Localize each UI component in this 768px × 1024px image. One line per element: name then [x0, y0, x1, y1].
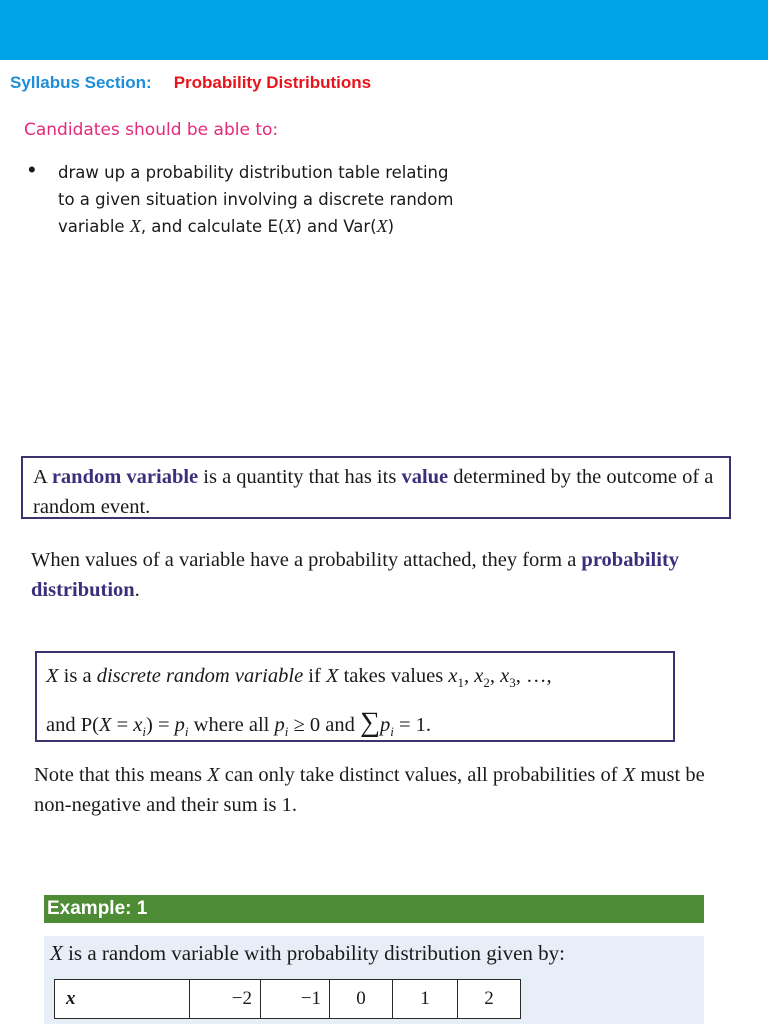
sigma-symbol: ∑	[359, 707, 380, 739]
discrete-definition-line-2: and $P(X = x_i) = p_i$ where all $p_i \ge 0$ and $\sum p_i = 1$.	[46, 707, 432, 740]
random-variable-definition-box: A random variable is a quantity that has its value determined by the outcome of a random event.	[21, 456, 731, 519]
table-cell: −1	[261, 980, 330, 1019]
objectives-heading: Candidates should be able to:	[24, 120, 279, 140]
table-cell: 1	[393, 980, 458, 1019]
note-paragraph: Note that this means X can only take distinct values, all probabilities of X must be non-negative and their sum is 1.	[34, 764, 705, 816]
term-value: value	[401, 466, 449, 488]
table-header-cell: x	[55, 980, 190, 1019]
table-cell: 2	[458, 980, 521, 1019]
example-statement: X is a random variable with probability distribution given by:	[50, 941, 565, 965]
probability-distribution-paragraph: When values of a variable have a probability attached, they form a probability distribution.	[31, 549, 680, 601]
discrete-definition-line-1: X is a discrete random variable if X takes values $x_1$, $x_2$, $x_3$, …,	[46, 665, 552, 691]
objective-text: draw up a probability distribution table relating to a given situation involving a discrete random variable X, and calculate E(X) and Var(X)	[58, 163, 454, 236]
probability-distribution-table	[54, 979, 521, 1019]
syllabus-section	[10, 73, 371, 93]
bullet-marker: •	[28, 157, 36, 182]
table-cell: 0	[330, 980, 393, 1019]
table-row	[55, 980, 521, 1019]
term-random-variable: random variable	[51, 466, 199, 488]
top-header-bar	[0, 0, 768, 60]
discrete-random-variable-box	[35, 651, 675, 742]
example-title-bar: Example: 1	[44, 895, 704, 923]
syllabus-label: Syllabus Section:	[10, 73, 152, 92]
table-cell: −2	[190, 980, 261, 1019]
syllabus-value: Probability Distributions	[173, 73, 372, 92]
term-probability-distribution: probability distribution	[31, 549, 680, 601]
